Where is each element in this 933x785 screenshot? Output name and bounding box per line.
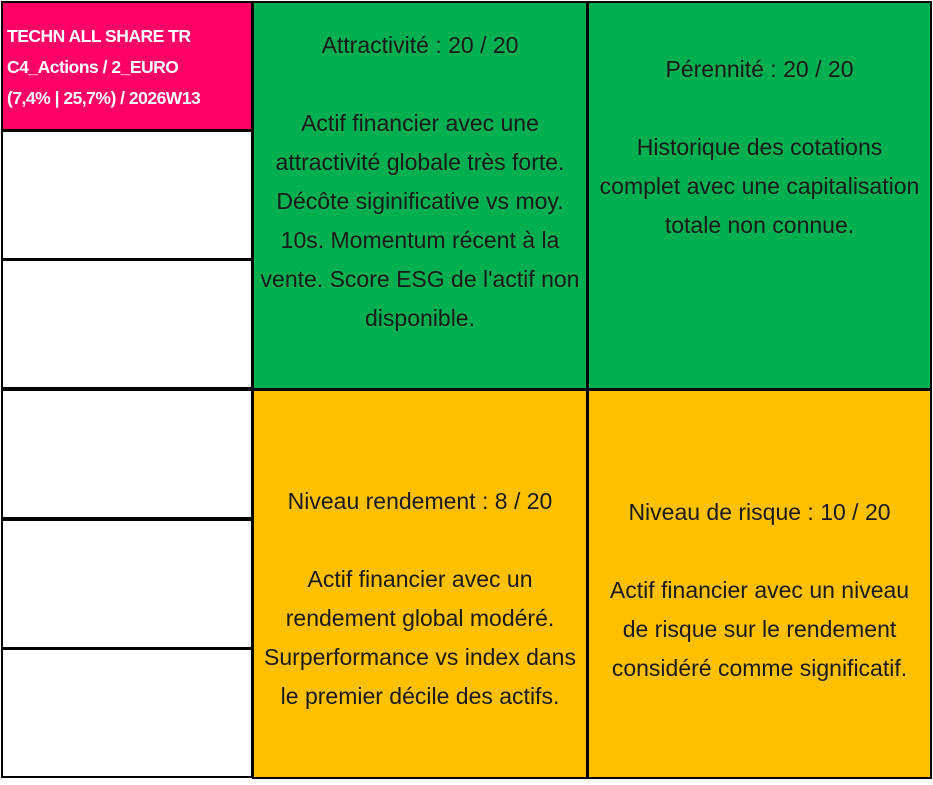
blank-cell[interactable] [1, 648, 253, 778]
perennite-panel[interactable] [587, 1, 932, 390]
asset-header-cell[interactable] [1, 1, 253, 131]
asset-stats-week: (7,4% | 25,7%) / 2026W13 [7, 88, 201, 108]
asset-name: TECHN ALL SHARE TR [7, 26, 191, 46]
blank-cell[interactable] [1, 259, 253, 389]
blank-cell[interactable] [1, 519, 253, 649]
perennite-title: Pérennité : 20 / 20 [665, 56, 854, 82]
rendement-description: Actif financier avec un rendement global modéré. Surperformance vs index dans le premier décile des actifs. [264, 566, 576, 709]
risque-title: Niveau de risque : 10 / 20 [628, 498, 891, 525]
attractivite-description: Actif financier avec une attractivité globale très forte. Décôte siginificative vs moy. 10s. Momentum récent à la vente. Score ESG de l'actif non disponible. [260, 109, 580, 331]
blank-cell[interactable] [1, 389, 253, 519]
blank-cell[interactable] [1, 130, 253, 260]
rendement-panel[interactable] [252, 389, 588, 779]
perennite-description: Historique des cotations complet avec une capitalisation totale non connue. [599, 134, 920, 238]
rendement-title: Niveau rendement : 8 / 20 [287, 488, 553, 514]
risque-panel[interactable] [587, 389, 932, 779]
asset-category: C4_Actions / 2_EURO [7, 57, 179, 77]
attractivite-panel[interactable] [252, 1, 588, 390]
risque-description: Actif financier avec un niveau de risque sur le rendement considéré comme significatif. [609, 576, 910, 681]
attractivite-title: Attractivité : 20 / 20 [321, 31, 519, 58]
